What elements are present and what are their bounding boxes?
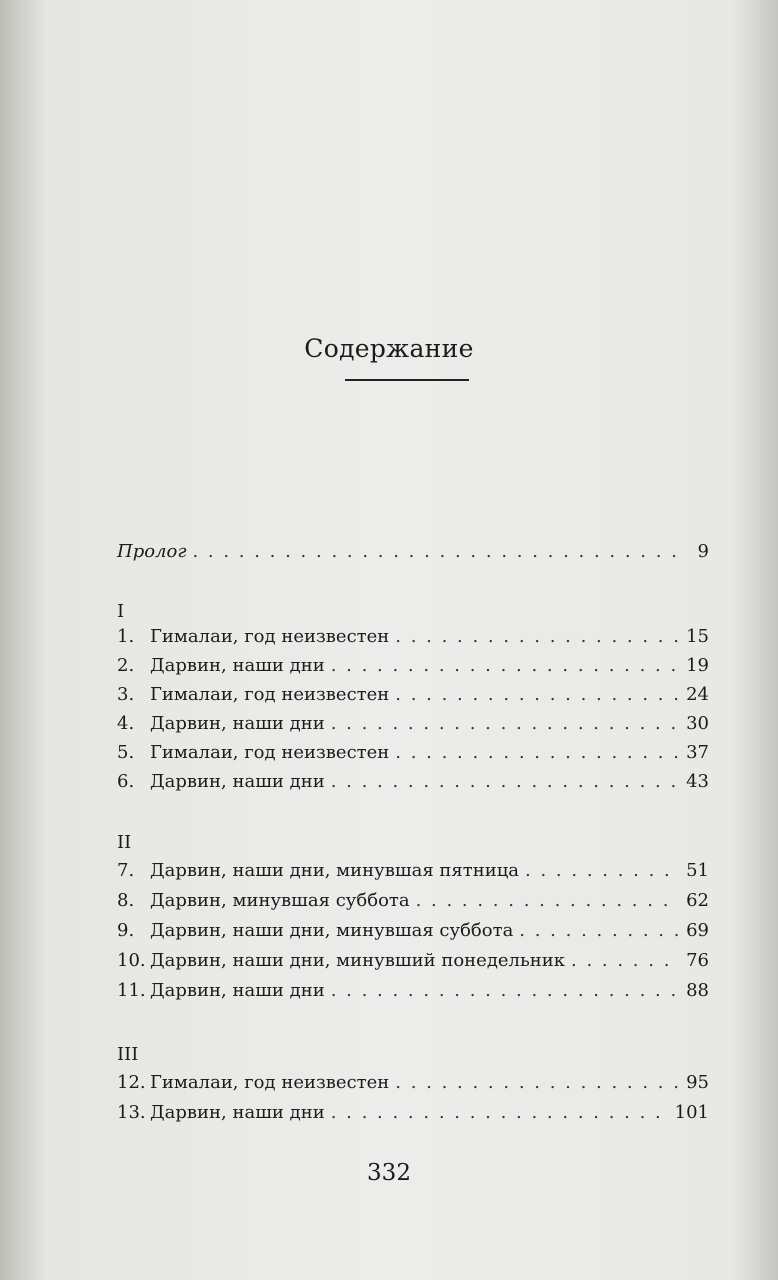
toc-entry[interactable] <box>117 916 709 946</box>
leader-dots <box>395 680 679 710</box>
page-number: 332 <box>367 1160 411 1186</box>
leader-dots <box>519 916 679 946</box>
leader-dots <box>331 767 679 797</box>
toc-entry-title: Дарвин, наши дни <box>150 1102 325 1123</box>
toc-entry-title: Дарвин, наши дни <box>150 771 325 792</box>
toc-entry-prolog[interactable] <box>117 537 709 567</box>
toc-entry-number: 8. <box>117 890 135 911</box>
toc-entry-page: 19 <box>686 655 709 676</box>
leader-dots <box>571 946 679 976</box>
page-title: Содержание <box>304 334 474 363</box>
toc-entry[interactable] <box>117 1068 709 1098</box>
leader-dots <box>525 856 679 886</box>
toc-entry-page: 37 <box>686 742 709 763</box>
toc-entry-number: 9. <box>117 920 135 941</box>
toc-entry-page: 95 <box>686 1072 709 1093</box>
toc-entry-number: 12. <box>117 1072 146 1093</box>
part-heading: I <box>117 601 125 622</box>
toc-entry-title: Дарвин, наши дни <box>150 713 325 734</box>
toc-entry-title: Дарвин, минувшая суббота <box>150 890 410 911</box>
toc-entry[interactable] <box>117 1098 709 1128</box>
toc-entry-title: Дарвин, наши дни, минувший понедельник <box>150 950 566 971</box>
toc-entry-title: Гималаи, год неизвестен <box>150 1072 390 1093</box>
leader-dots <box>416 886 679 916</box>
part-heading: II <box>117 832 132 853</box>
title-underline <box>345 379 469 381</box>
leader-dots <box>331 976 679 1006</box>
leader-dots <box>331 1098 669 1128</box>
toc-entry-page: 62 <box>686 890 709 911</box>
leader-dots <box>395 622 679 652</box>
toc-entry[interactable] <box>117 709 709 739</box>
leader-dots <box>395 738 679 768</box>
toc-entry-number: 13. <box>117 1102 146 1123</box>
leader-dots <box>192 537 679 567</box>
toc-entry-page: 76 <box>686 950 709 971</box>
toc-entry[interactable] <box>117 856 709 886</box>
toc-entry[interactable] <box>117 738 709 768</box>
toc-entry[interactable] <box>117 622 709 652</box>
toc-entry-page: 24 <box>686 684 709 705</box>
toc-entry-page: 51 <box>686 860 709 881</box>
toc-entry-number: 11. <box>117 980 146 1001</box>
toc-entry-title: Дарвин, наши дни <box>150 655 325 676</box>
toc-entry[interactable] <box>117 767 709 797</box>
toc-entry-page: 101 <box>674 1102 709 1123</box>
part-heading: III <box>117 1044 139 1065</box>
leader-dots <box>395 1068 679 1098</box>
toc-entry-number: 10. <box>117 950 146 971</box>
toc-entry-page: 88 <box>686 980 709 1001</box>
toc-entry[interactable] <box>117 680 709 710</box>
toc-entry-title: Гималаи, год неизвестен <box>150 684 390 705</box>
toc-entry-title: Дарвин, наши дни, минувшая пятница <box>150 860 520 881</box>
toc-entry-title: Пролог <box>117 541 187 562</box>
toc-entry-number: 7. <box>117 860 135 881</box>
toc-entry-number: 6. <box>117 771 135 792</box>
toc-entry-number: 2. <box>117 655 135 676</box>
leader-dots <box>331 651 679 681</box>
toc-entry-title: Дарвин, наши дни, минувшая суббота <box>150 920 514 941</box>
toc-entry[interactable] <box>117 651 709 681</box>
toc-entry-page: 69 <box>686 920 709 941</box>
toc-entry-page: 15 <box>686 626 709 647</box>
toc-entry-number: 5. <box>117 742 135 763</box>
leader-dots <box>331 709 679 739</box>
toc-entry-title: Гималаи, год неизвестен <box>150 742 390 763</box>
toc-entry-number: 4. <box>117 713 135 734</box>
toc-entry-number: 1. <box>117 626 135 647</box>
toc-entry-title: Дарвин, наши дни <box>150 980 325 1001</box>
toc-entry-page: 43 <box>686 771 709 792</box>
toc-entry-title: Гималаи, год неизвестен <box>150 626 390 647</box>
toc-entry[interactable] <box>117 976 709 1006</box>
toc-entry[interactable] <box>117 886 709 916</box>
toc-entry[interactable] <box>117 946 709 976</box>
toc-entry-number: 3. <box>117 684 135 705</box>
toc-entry-page: 30 <box>686 713 709 734</box>
toc-entry-page: 9 <box>697 541 709 562</box>
